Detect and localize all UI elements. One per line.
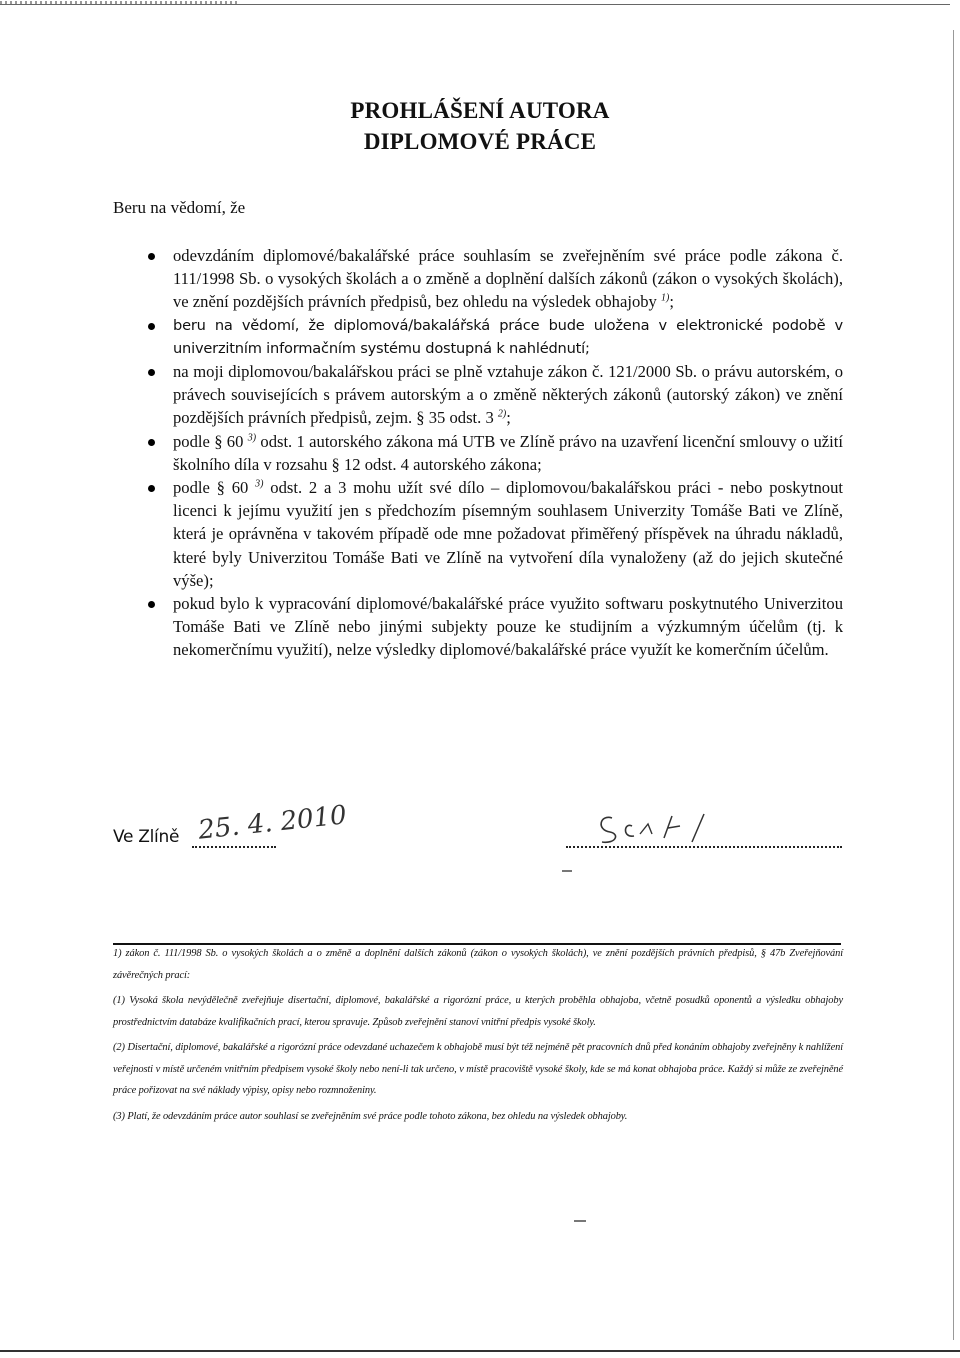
list-item bbox=[148, 314, 843, 360]
list-item-text: na moji diplomovou/bakalářskou práci se plně vztahuje zákon č. 121/2000 Sb. o právu autorském, o právech souvisejících s právem autorským a o změně některých zákonů (autorský zákon) ve znění pozdějších právních předpisů, zejm. § 35 odst. 3 bbox=[173, 362, 843, 428]
footnote-ref: 3) bbox=[255, 478, 264, 490]
footnotes bbox=[113, 943, 843, 1127]
scan-edge-bottom bbox=[0, 1350, 960, 1352]
bullet-icon bbox=[148, 601, 155, 608]
intro-text: Beru na vědomí, že bbox=[113, 198, 246, 217]
list-item bbox=[148, 360, 843, 430]
list-item bbox=[148, 430, 843, 476]
document-subtitle: DIPLOMOVÉ PRÁCE bbox=[363, 129, 597, 154]
footnote-ref: 1) bbox=[661, 292, 670, 304]
list-item bbox=[148, 244, 843, 314]
declaration-list bbox=[148, 244, 843, 662]
place-label: Ve Zlíně bbox=[113, 827, 180, 847]
bullet-icon bbox=[148, 323, 155, 330]
list-item-end: ; bbox=[669, 292, 674, 312]
list-item-text: odevzdáním diplomové/bakalářské práce souhlasím se zveřejněním své práce podle zákona č. 111/1998 Sb. o vysokých školách a o změně a doplnění dalších zákonů (zákon o vysokých školách), ve znění pozdějších právních předpisů, bez ohledu na výsledek obhajoby bbox=[173, 246, 843, 312]
scan-edge-right bbox=[953, 30, 954, 1340]
footnote: 1) zákon č. 111/1998 Sb. o vysokých školách a o změně a doplnění dalších zákonů (zákon o vysokých školách), ve znění pozdějších právních předpisů, § 47b Zveřejňování závěrečných prací: bbox=[113, 948, 843, 981]
list-item-text: podle § 60 bbox=[173, 478, 249, 498]
list-item-text: podle § 60 bbox=[173, 431, 244, 451]
bullet-icon bbox=[148, 369, 155, 376]
scan-speck bbox=[562, 870, 572, 872]
footnote-ref: 2) bbox=[497, 408, 507, 420]
document-title: PROHLÁŠENÍ AUTORA bbox=[350, 98, 610, 123]
handwritten-date: 25. 4. 2010 bbox=[196, 800, 349, 846]
signature-image bbox=[590, 800, 720, 850]
list-item-text: pokud bylo k vypracování diplomové/bakalářské práce využito softwaru poskytnutého Univerzitou Tomáše Bati ve Zlíně nebo jinými subjekty pouze ke studijním a výzkumným účelům (tj. k nekomerčnímu využití), nelze výsledky diplomové/bakalářské práce využít ke komerčním účelům. bbox=[173, 594, 843, 660]
footnote: (2) Disertační, diplomové, bakalářské a rigorózní práce odevzdané uchazečem k obhajobě musí být též nejméně pět pracovních dnů před konáním obhajoby zveřejněny k nahlížení veřejnosti v místě určeném vnitřním předpisem vysoké školy nebo není-li tak určeno, v místě pracoviště vysoké školy, kde se má konat obhajoba práce. Každý si může ze zveřejněné práce pořizovat na své náklady výpisy, opisy nebo rozmnoženiny. bbox=[113, 1042, 843, 1096]
list-item-end: odst. 1 autorského zákona má UTB ve Zlíně právo na uzavření licenční smlouvy o užití školního díla v rozsahu § 12 odst. 4 autorského zákona; bbox=[173, 431, 843, 474]
bullet-icon bbox=[148, 253, 155, 260]
footnote-ref: 3) bbox=[247, 432, 257, 444]
list-item bbox=[148, 592, 843, 662]
scan-edge-top bbox=[0, 4, 950, 5]
scan-speck bbox=[574, 1220, 586, 1222]
list-item-text: beru na vědomí, že diplomová/bakalářská práce bude uložena v elektronické podobě v univerzitním informačním systému dostupná k nahlédnutí; bbox=[173, 316, 843, 357]
footnote: (3) Platí, že odevzdáním práce autor souhlasí se zveřejněním své práce podle tohoto zákona, bez ohledu na výsledek obhajoby. bbox=[113, 1110, 628, 1122]
bullet-icon bbox=[148, 439, 155, 446]
footnote: (1) Vysoká škola nevýdělečně zveřejňuje disertační, diplomové, bakalářské a rigorózní práce, u kterých proběhla obhajoba, včetně posudků oponentů a výsledku obhajoby prostřednictvím databáze kvalifikačních prací, kterou spravuje. Způsob zveřejnění stanoví vnitřní předpis vysoké školy. bbox=[113, 995, 843, 1028]
list-item-end: odst. 2 a 3 mohu užít své dílo – diplomovou/bakalářskou práci - nebo poskytnout licenci k jejímu využití jen s předchozím písemným souhlasem Univerzity Tomáše Bati ve Zlíně, která je oprávněna v takovém případě ode mne požadovat přiměřený příspěvek na úhradu nákladů, které byly Univerzitou Tomáše Bati ve Zlíně na vytvoření díla vynaloženy (až do jejich skutečné výše); bbox=[173, 478, 843, 590]
list-item bbox=[148, 476, 843, 592]
list-item-end: ; bbox=[506, 408, 511, 428]
bullet-icon bbox=[148, 485, 155, 492]
